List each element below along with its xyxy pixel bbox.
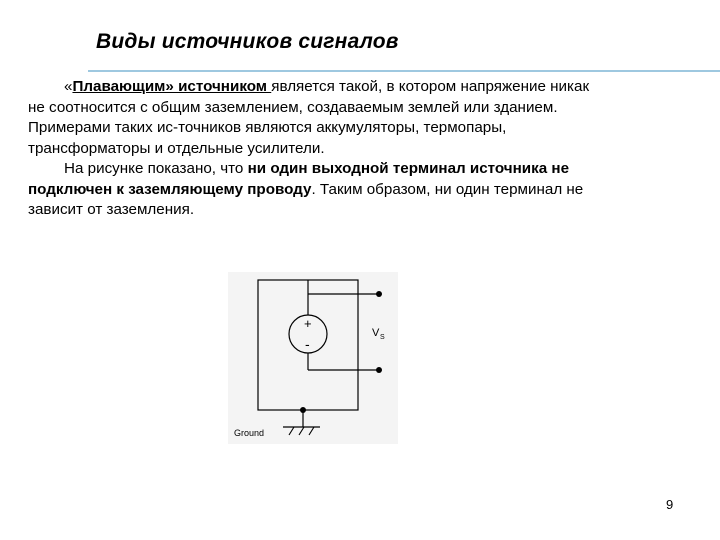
floating-source-figure xyxy=(228,272,398,444)
paragraph-1-line-2: не соотносится с общим заземлением, создаваемым землей или зданием. xyxy=(28,98,558,116)
ground-hatch-icon xyxy=(289,427,314,435)
paragraph-1-text: является такой, в котором напряжение никак xyxy=(271,78,590,95)
voltage-label: V xyxy=(372,327,380,339)
body-text xyxy=(28,77,700,221)
paragraph-2-bold-2: подключен к заземляющему проводу xyxy=(28,180,312,198)
paragraph-1-line-1 xyxy=(28,77,700,98)
terminal-bottom-icon xyxy=(376,367,382,373)
title-underline xyxy=(88,70,720,72)
paragraph-2-line-3: зависит от заземления. xyxy=(28,201,195,218)
plus-sign: + xyxy=(304,316,312,331)
paragraph-2-line-2 xyxy=(28,180,700,201)
terminal-top-icon xyxy=(376,291,382,297)
circuit-diagram xyxy=(228,272,398,444)
slide-title: Виды источников сигналов xyxy=(96,30,399,53)
page-number: 9 xyxy=(666,497,674,512)
paragraph-1-line-3: Примерами таких ис-точников являются аккумуляторы, термопары, xyxy=(28,119,507,136)
paragraph-2-end: . Таким образом, ни один терминал не xyxy=(311,180,584,198)
ground-label: Ground xyxy=(234,428,265,438)
paragraph-2-line-1 xyxy=(28,159,700,180)
voltage-subscript: S xyxy=(380,334,385,341)
opening-quote: « xyxy=(64,78,73,95)
floating-source-term: Плавающим» источником xyxy=(72,78,272,95)
paragraph-2-start: На рисунке показано, что xyxy=(64,160,248,177)
paragraph-2-bold-1: ни один выходной терминал источника не xyxy=(247,160,570,177)
paragraph-1-line-4: трансформаторы и отдельные усилители. xyxy=(28,139,325,157)
minus-sign: - xyxy=(305,336,310,352)
